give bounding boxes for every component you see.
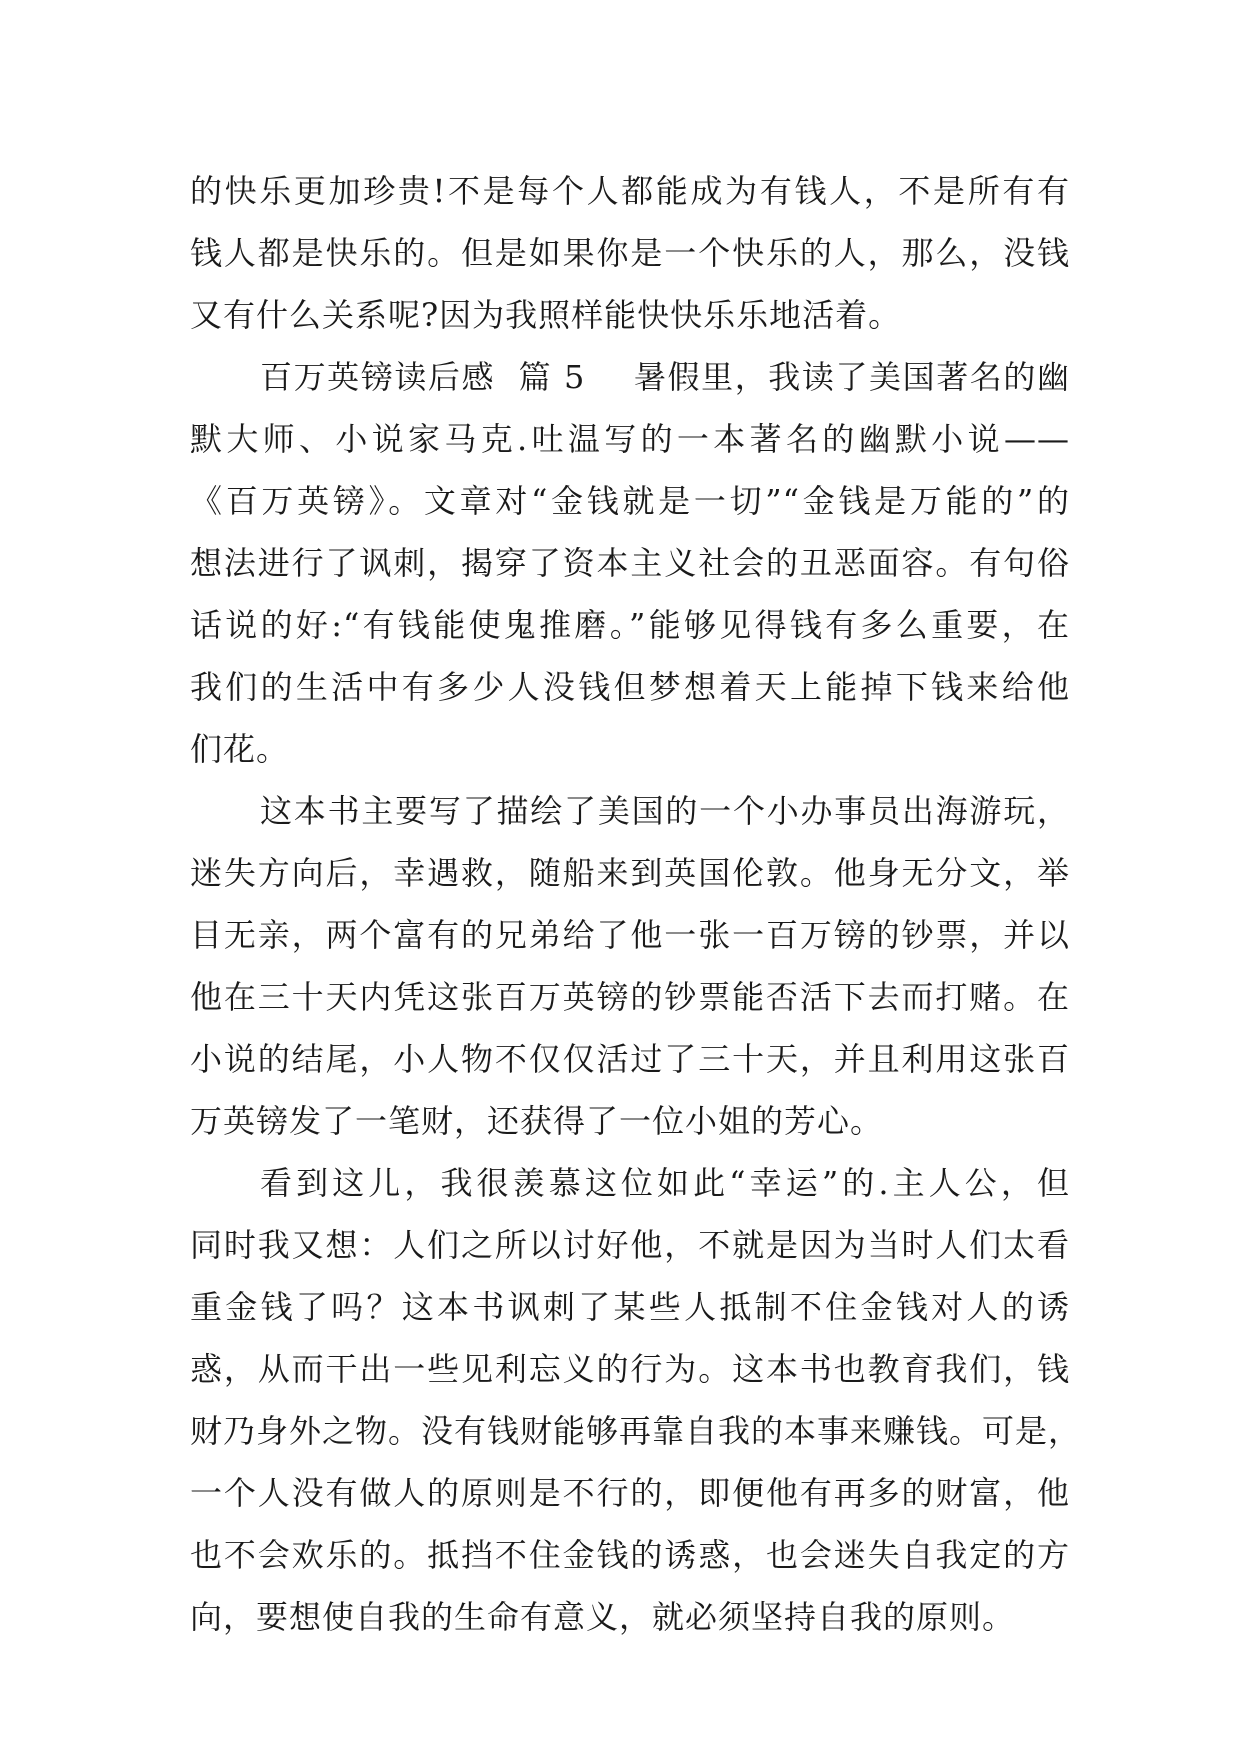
section-heading-line — [190, 346, 1070, 408]
paragraph-line: 钱人都是快乐的。但是如果你是一个快乐的人，那么，没钱 — [190, 234, 1070, 272]
paragraph-line: 目无亲，两个富有的兄弟给了他一张一百万镑的钞票，并以 — [190, 916, 1070, 954]
paragraph-line: 的快乐更加珍贵!不是每个人都能成为有钱人，不是所有有 — [190, 172, 1070, 210]
paragraph-line: 又有什么关系呢?因为我照样能快快乐乐地活着。 — [190, 296, 902, 334]
paragraph-line: 他在三十天内凭这张百万英镑的钞票能否活下去而打赌。在 — [190, 978, 1070, 1016]
paragraph-line: 重金钱了吗？这本书讽刺了某些人抵制不住金钱对人的诱 — [190, 1288, 1070, 1326]
paragraph-4 — [190, 1152, 1082, 1648]
paragraph-line: 财乃身外之物。没有钱财能够再靠自我的本事来赚钱。可是， — [190, 1412, 1082, 1450]
paragraph-line: 《百万英镑》。文章对“金钱就是一切”“金钱是万能的”的 — [190, 482, 1070, 520]
paragraph-1 — [190, 160, 1070, 346]
section-heading: 百万英镑读后感 篇 5 — [260, 358, 586, 396]
paragraph-line: 小说的结尾，小人物不仅仅活过了三十天，并且利用这张百 — [190, 1040, 1070, 1078]
paragraph-line: 看到这儿，我很羡慕这位如此“幸运”的.主人公，但 — [260, 1164, 1070, 1202]
paragraph-line: 们花。 — [190, 730, 290, 768]
paragraph-line: 一个人没有做人的原则是不行的，即便他有再多的财富，他 — [190, 1474, 1070, 1512]
paragraph-line: 同时我又想：人们之所以讨好他，不就是因为当时人们太看 — [190, 1226, 1070, 1264]
paragraph-line: 我们的生活中有多少人没钱但梦想着天上能掉下钱来给他 — [190, 668, 1070, 706]
paragraph-line: 万英镑发了一笔财，还获得了一位小姐的芳心。 — [190, 1102, 884, 1140]
paragraph-line: 迷失方向后，幸遇救，随船来到英国伦敦。他身无分文，举 — [190, 854, 1070, 892]
paragraph-line: 惑，从而干出一些见利忘义的行为。这本书也教育我们，钱 — [190, 1350, 1070, 1388]
paragraph-line: 向，要想使自我的生命有意义，就必须坚持自我的原则。 — [190, 1598, 1016, 1636]
paragraph-line: 话说的好:“有钱能使鬼推磨。”能够见得钱有多么重要，在 — [190, 606, 1070, 644]
paragraph-line: 暑假里，我读了美国著名的幽 — [633, 358, 1070, 396]
paragraph-3 — [190, 780, 1070, 1152]
paragraph-2 — [190, 346, 1070, 780]
paragraph-line: 默大师、小说家马克.吐温写的一本著名的幽默小说—— — [190, 420, 1070, 458]
document-body — [190, 160, 1082, 1648]
paragraph-line: 这本书主要写了描绘了美国的一个小办事员出海游玩， — [260, 792, 1070, 830]
paragraph-line: 也不会欢乐的。抵挡不住金钱的诱惑，也会迷失自我定的方 — [190, 1536, 1070, 1574]
paragraph-line: 想法进行了讽刺，揭穿了资本主义社会的丑恶面容。有句俗 — [190, 544, 1070, 582]
